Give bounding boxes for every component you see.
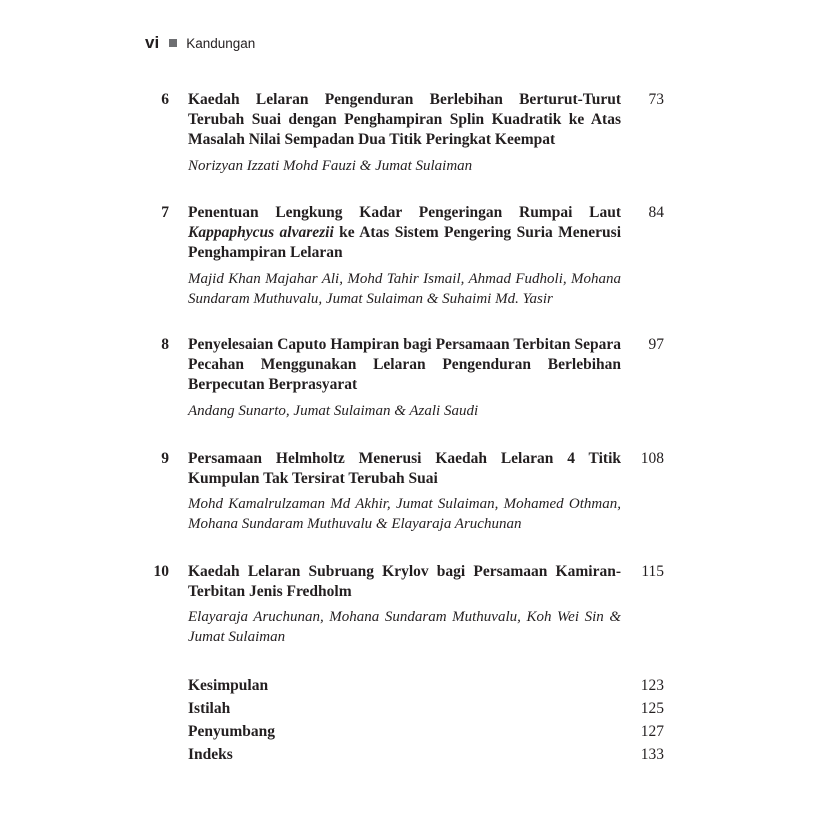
backmatter-label: Penyumbang	[188, 723, 275, 740]
page-number: 115	[641, 563, 664, 580]
backmatter-entry[interactable]	[0, 698, 837, 720]
backmatter-entry[interactable]	[0, 675, 837, 697]
square-bullet-icon	[169, 39, 177, 47]
chapter-title[interactable]: Penyelesaian Caputo Hampiran bagi Persamaan Terbitan Separa Pecahan Menggunakan Lelaran Pengenduran Berlebihan Berpecutan Berprasyarat	[188, 336, 621, 393]
chapter-authors: Norizyan Izzati Mohd Fauzi & Jumat Sulaiman	[188, 158, 473, 174]
chapter-authors: Majid Khan Majahar Ali, Mohd Tahir Ismail, Ahmad Fudholi, Mohana Sundaram Muthuvalu, Jumat Sulaiman & Suhaimi Md. Yasir	[188, 271, 621, 307]
chapter-title-part: Penentuan Lengkung Kadar Pengeringan Rumpai Laut	[188, 204, 621, 221]
backmatter-entry[interactable]	[0, 721, 837, 743]
chapter-title[interactable]: Kaedah Lelaran Subruang Krylov bagi Persamaan Kamiran-Terbitan Jenis Fredholm	[188, 563, 621, 600]
page-number: 133	[640, 746, 664, 763]
chapter-number: 8	[161, 336, 169, 353]
page-folio: vi	[145, 33, 160, 52]
page-number: 125	[640, 700, 664, 717]
page-number: 73	[648, 91, 664, 108]
chapter-title[interactable]: Kaedah Lelaran Pengenduran Berlebihan Berturut-Turut Terubah Suai dengan Penghampiran Splin Kuadratik ke Atas Masalah Nilai Sempadan Dua Titik Peringkat Keempat	[188, 91, 621, 148]
backmatter-label: Indeks	[188, 746, 233, 763]
backmatter-entry[interactable]	[0, 744, 837, 766]
page-number: 123	[640, 677, 664, 694]
chapter-authors: Andang Sunarto, Jumat Sulaiman & Azali Saudi	[188, 403, 479, 419]
chapter-title[interactable]	[188, 203, 621, 263]
chapter-number: 7	[161, 204, 169, 221]
page-number: 97	[648, 336, 664, 353]
running-header	[145, 33, 255, 53]
chapter-title[interactable]: Persamaan Helmholtz Menerusi Kaedah Lelaran 4 Titik Kumpulan Tak Tersirat Terubah Suai	[188, 450, 621, 487]
chapter-number: 6	[161, 91, 169, 108]
chapter-number: 9	[161, 450, 169, 467]
chapter-title-species: Kappaphycus alvarezii	[188, 224, 334, 241]
chapter-authors: Mohd Kamalrulzaman Md Akhir, Jumat Sulaiman, Mohamed Othman, Mohana Sundaram Muthuvalu & Elayaraja Aruchunan	[188, 496, 621, 532]
running-title: Kandungan	[186, 35, 256, 51]
backmatter-label: Istilah	[188, 700, 231, 717]
chapter-number: 10	[153, 563, 169, 580]
chapter-title-part: ke Atas Sistem Pengering Suria Menerusi Penghampiran Lelaran	[188, 224, 621, 261]
chapter-authors: Elayaraja Aruchunan, Mohana Sundaram Muthuvalu, Koh Wei Sin & Jumat Sulaiman	[188, 609, 621, 645]
page-number: 84	[648, 204, 664, 221]
page-number: 108	[640, 450, 664, 467]
backmatter-label: Kesimpulan	[188, 677, 269, 694]
page-number: 127	[640, 723, 664, 740]
